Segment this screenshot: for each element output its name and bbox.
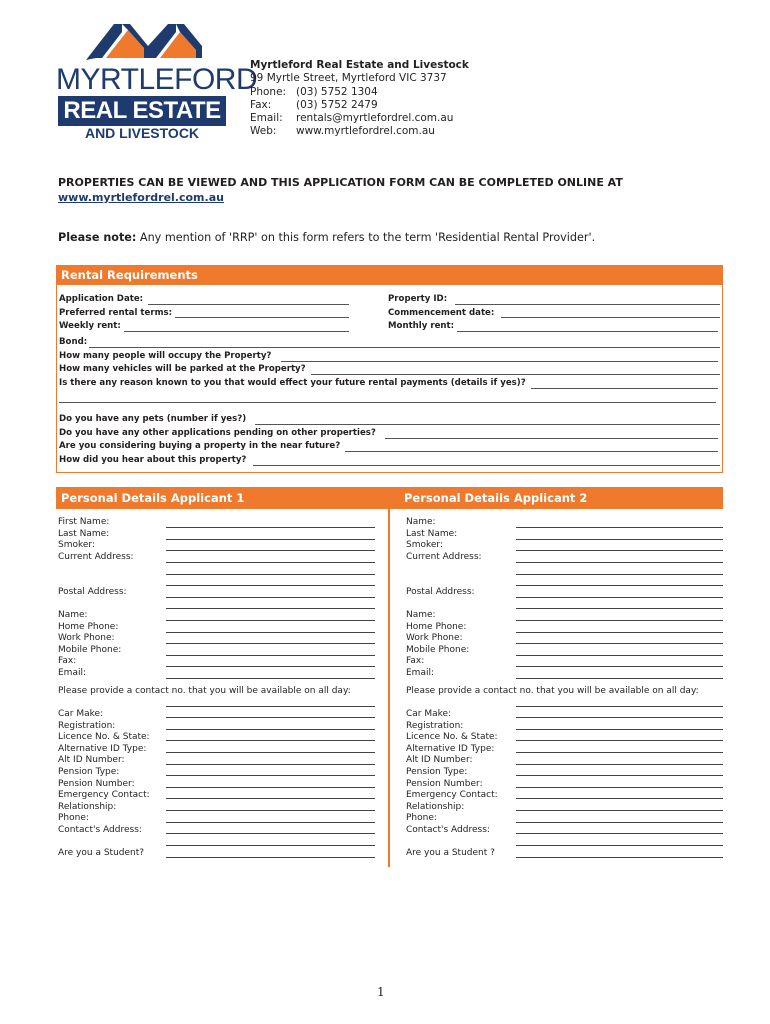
a1-field-line[interactable]	[166, 787, 375, 788]
a1-fax-label: Fax:	[58, 656, 77, 667]
heard-about-field[interactable]	[253, 465, 720, 466]
a2-field-line[interactable]	[516, 764, 723, 765]
weekly-rent-field[interactable]	[124, 331, 349, 332]
a1-mobile-phone-label: Mobile Phone:	[58, 644, 122, 655]
a2-field-line[interactable]	[516, 740, 723, 741]
a1-registration-label: Registration:	[58, 720, 116, 731]
online-notice	[58, 175, 718, 205]
a2-field-line[interactable]	[516, 550, 723, 551]
rental-right-labels	[388, 293, 494, 334]
a1-smoker-label: Smoker:	[58, 540, 95, 551]
contact-value: (03) 5752 2479	[296, 98, 378, 111]
a2-field-line[interactable]	[516, 729, 723, 730]
a1-licence-label: Licence No. & State:	[58, 732, 150, 743]
application-date-label: Application Date:	[59, 294, 144, 304]
rental-questions	[59, 336, 526, 390]
applicant-2-block-a	[406, 517, 482, 563]
monthly-rent-label: Monthly rent:	[388, 321, 455, 331]
a1-student-label: Are you a Student?	[58, 848, 145, 858]
a2-contacts-address-label: Contact's Address:	[406, 824, 490, 835]
a2-field-line[interactable]	[516, 632, 723, 633]
a2-field-line[interactable]	[516, 717, 723, 718]
a1-work-phone-label: Work Phone:	[58, 633, 115, 644]
a1-field-line[interactable]	[166, 706, 375, 707]
a1-field-line[interactable]	[166, 845, 375, 846]
page-number: 1	[377, 985, 385, 999]
logo-text-real-estate: REAL ESTATE	[58, 96, 226, 126]
a1-field-line[interactable]	[166, 729, 375, 730]
a1-field-line[interactable]	[166, 632, 375, 633]
a1-last-name-label: Last Name:	[58, 528, 110, 539]
a2-field-line[interactable]	[516, 857, 723, 858]
a2-mobile-phone-label: Mobile Phone:	[406, 644, 470, 655]
contact-row-web	[250, 125, 469, 138]
contact-row-email	[250, 112, 469, 125]
a2-field-line[interactable]	[516, 845, 723, 846]
future-payments-field[interactable]	[531, 388, 718, 389]
commencement-date-field[interactable]	[501, 317, 720, 318]
a2-field-line[interactable]	[516, 608, 723, 609]
a2-phone-label: Phone:	[406, 813, 437, 824]
a1-email-label: Email:	[58, 667, 87, 678]
a2-registration-label: Registration:	[406, 720, 464, 731]
a1-contacts-address-label: Contact's Address:	[58, 824, 142, 835]
a1-field-line[interactable]	[166, 822, 375, 823]
a2-field-line[interactable]	[516, 527, 723, 528]
logo-text-myrtleford: MYRTLEFORD	[56, 63, 258, 96]
a1-field-line[interactable]	[166, 585, 375, 586]
a1-first-name-label: First Name:	[58, 517, 110, 527]
applicant-1-block-a	[58, 517, 134, 563]
a1-field-line[interactable]	[166, 775, 375, 776]
a2-postal-address-label: Postal Address:	[406, 587, 475, 597]
note-label: Please note:	[58, 231, 137, 244]
preferred-terms-field[interactable]	[175, 317, 349, 318]
occupants-field[interactable]	[281, 361, 718, 362]
applicant-1-block-c	[58, 709, 150, 837]
a2-field-line[interactable]	[516, 539, 723, 540]
rental-questions-2	[59, 413, 376, 467]
a2-field-line[interactable]	[516, 775, 723, 776]
a1-field-line[interactable]	[166, 764, 375, 765]
a1-pension-type-label: Pension Type:	[58, 766, 120, 777]
a1-field-line[interactable]	[166, 752, 375, 753]
buying-property-label: Are you considering buying a property in the near future?	[59, 441, 341, 451]
a1-emergency-contact-label: Emergency Contact:	[58, 790, 150, 801]
a2-field-line[interactable]	[516, 655, 723, 656]
a2-field-line[interactable]	[516, 678, 723, 679]
a1-field-line[interactable]	[166, 798, 375, 799]
a1-postal-address-label: Postal Address:	[58, 587, 127, 597]
contact-label: Email:	[250, 112, 283, 125]
a1-home-phone-label: Home Phone:	[58, 621, 119, 632]
weekly-rent-label: Weekly rent:	[59, 321, 121, 331]
a2-emergency-contact-label: Emergency Contact:	[406, 790, 498, 801]
a1-field-line[interactable]	[166, 678, 375, 679]
future-payments-label: Is there any reason known to you that would effect your future rental payments (details if yes)?	[59, 377, 526, 388]
contact-value: (03) 5752 1304	[296, 85, 378, 98]
application-date-field[interactable]	[148, 304, 349, 305]
a2-field-line[interactable]	[516, 798, 723, 799]
a2-field-line[interactable]	[516, 822, 723, 823]
rrp-note	[58, 231, 595, 244]
a1-current-address-label: Current Address:	[58, 551, 134, 562]
a2-name-label: Name:	[406, 517, 436, 527]
a2-name-label-2: Name:	[406, 610, 436, 620]
contact-label: Web:	[250, 125, 277, 138]
a2-contact-note: Please provide a contact no. that you will be available on all day:	[406, 686, 699, 696]
heard-about-label: How did you hear about this property?	[59, 454, 247, 465]
a2-field-line[interactable]	[516, 752, 723, 753]
a1-field-line[interactable]	[166, 643, 375, 644]
a1-field-line[interactable]	[166, 562, 375, 563]
applicant-1-title: Personal Details Applicant 1	[61, 491, 245, 505]
a2-field-line[interactable]	[516, 562, 723, 563]
preferred-terms-label: Preferred rental terms:	[59, 307, 173, 318]
a2-alt-id-type-label: Alternative ID Type:	[406, 743, 495, 754]
a1-field-line[interactable]	[166, 539, 375, 540]
contact-block	[250, 59, 469, 139]
a2-relationship-label: Relationship:	[406, 801, 465, 812]
applicant-2-title: Personal Details Applicant 2	[404, 491, 588, 505]
bond-field[interactable]	[89, 347, 720, 348]
a1-alt-id-number-label: Alt ID Number:	[58, 755, 125, 766]
a1-phone-label: Phone:	[58, 813, 89, 824]
a1-field-line[interactable]	[166, 666, 375, 667]
other-applications-label: Do you have any other applications pending on other properties?	[59, 427, 376, 438]
a2-current-address-label: Current Address:	[406, 551, 482, 562]
bond-label: Bond:	[59, 337, 88, 347]
applicant-2-block-c	[406, 709, 498, 837]
buying-property-field[interactable]	[345, 451, 718, 452]
a2-field-line[interactable]	[516, 810, 723, 811]
a2-pension-type-label: Pension Type:	[406, 766, 468, 777]
a2-licence-label: Licence No. & State:	[406, 732, 498, 743]
vehicles-field[interactable]	[311, 374, 720, 375]
a1-field-line[interactable]	[166, 620, 375, 621]
company-name: Myrtleford Real Estate and Livestock	[250, 59, 469, 71]
a1-field-line[interactable]	[166, 527, 375, 528]
a1-field-line[interactable]	[166, 717, 375, 718]
a1-field-line[interactable]	[166, 833, 375, 834]
contact-row-phone	[250, 86, 469, 99]
a2-home-phone-label: Home Phone:	[406, 621, 467, 632]
future-payments-details-field[interactable]	[59, 402, 716, 403]
a2-work-phone-label: Work Phone:	[406, 633, 463, 644]
a1-field-line[interactable]	[166, 740, 375, 741]
a1-pension-number-label: Pension Number:	[58, 778, 135, 789]
logo-text-and-livestock: AND LIVESTOCK	[84, 125, 200, 141]
commencement-date-label: Commencement date:	[388, 307, 495, 318]
a2-student-label: Are you a Student ?	[406, 848, 495, 858]
note-text: Any mention of 'RRP' on this form refers to the term 'Residential Rental Provider'.	[136, 231, 596, 244]
online-notice-text: PROPERTIES CAN BE VIEWED AND THIS APPLICATION FORM CAN BE COMPLETED ONLINE AT	[58, 176, 623, 189]
vehicles-label: How many vehicles will be parked at the Property?	[59, 364, 306, 374]
a2-fax-label: Fax:	[406, 656, 425, 667]
a1-field-line[interactable]	[166, 597, 375, 598]
contact-label: Phone:	[250, 85, 287, 98]
personal-details-header	[56, 487, 723, 509]
a2-car-make-label: Car Make:	[406, 709, 452, 719]
a2-field-line[interactable]	[516, 643, 723, 644]
a2-pension-number-label: Pension Number:	[406, 778, 483, 789]
a2-smoker-label: Smoker:	[406, 540, 443, 551]
a1-car-make-label: Car Make:	[58, 709, 104, 719]
a2-field-line[interactable]	[516, 833, 723, 834]
rental-requirements-header: Rental Requirements	[56, 265, 723, 285]
contact-label: Fax:	[250, 98, 272, 111]
a2-field-line[interactable]	[516, 574, 723, 575]
a1-name-label: Name:	[58, 610, 88, 620]
contact-email-link[interactable]: rentals@myrtlefordrel.com.au	[296, 112, 454, 125]
property-id-label: Property ID:	[388, 294, 448, 304]
a2-last-name-label: Last Name:	[406, 528, 458, 539]
a1-field-line[interactable]	[166, 550, 375, 551]
a1-alt-id-type-label: Alternative ID Type:	[58, 743, 147, 754]
a2-field-line[interactable]	[516, 706, 723, 707]
a2-field-line[interactable]	[516, 787, 723, 788]
occupants-label: How many people will occupy the Property?	[59, 350, 272, 361]
company-address: 99 Myrtle Street, Myrtleford VIC 3737	[250, 72, 447, 85]
property-id-field[interactable]	[455, 304, 720, 305]
a1-relationship-label: Relationship:	[58, 801, 117, 812]
a2-email-label: Email:	[406, 667, 435, 678]
contact-web-link[interactable]: www.myrtlefordrel.com.au	[296, 125, 435, 138]
a2-field-line[interactable]	[516, 620, 723, 621]
pets-field[interactable]	[255, 424, 720, 425]
a1-field-line[interactable]	[166, 574, 375, 575]
applicant-column-divider	[388, 509, 390, 867]
a1-field-line[interactable]	[166, 608, 375, 609]
a2-alt-id-number-label: Alt ID Number:	[406, 755, 473, 766]
website-link[interactable]: www.myrtlefordrel.com.au	[58, 191, 224, 204]
applicant-1-block-b	[58, 610, 121, 680]
a2-field-line[interactable]	[516, 585, 723, 586]
a1-contact-note: Please provide a contact no. that you will be available on all day:	[58, 686, 351, 696]
a2-field-line[interactable]	[516, 666, 723, 667]
a1-field-line[interactable]	[166, 810, 375, 811]
pets-label: Do you have any pets (number if yes?)	[59, 414, 247, 424]
applicant-2-block-b	[406, 610, 469, 680]
a1-field-line[interactable]	[166, 857, 375, 858]
a1-field-line[interactable]	[166, 655, 375, 656]
other-applications-field[interactable]	[385, 438, 718, 439]
rental-left-labels	[59, 293, 172, 334]
a2-field-line[interactable]	[516, 597, 723, 598]
contact-row-fax	[250, 99, 469, 112]
monthly-rent-field[interactable]	[457, 331, 718, 332]
